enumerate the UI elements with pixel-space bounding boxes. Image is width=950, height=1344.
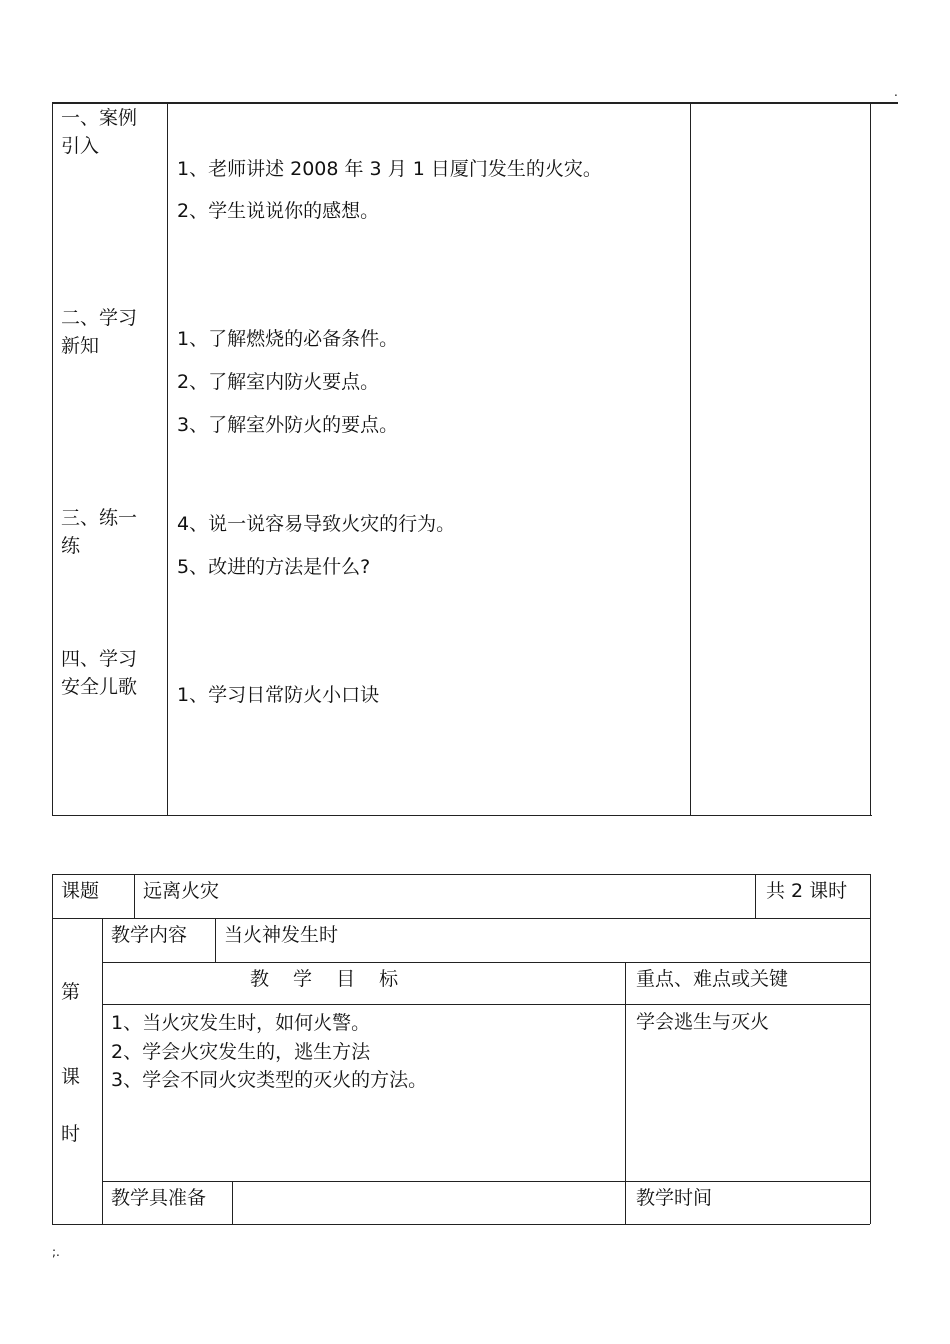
total-hours: 共 2 课时 xyxy=(766,880,848,902)
table1-left-border xyxy=(52,102,53,816)
table1-top-border xyxy=(52,102,898,104)
goal-item: 1、当火灾发生时，如何火警。 xyxy=(111,1012,371,1034)
footer-mark: ;. xyxy=(52,1245,60,1259)
table2-col-divider xyxy=(625,962,626,1224)
section-label-safety-song: 四、学习 安全儿歌 xyxy=(61,648,138,698)
section-label-case: 一、案例 引入 xyxy=(61,107,138,157)
content-label: 教学内容 xyxy=(111,924,188,946)
section-item: 2、了解室内防火要点。 xyxy=(177,371,380,393)
time-label: 教学时间 xyxy=(636,1187,713,1209)
topic-label: 课题 xyxy=(61,880,100,902)
goal-item: 3、学会不同火灾类型的灭火的方法。 xyxy=(111,1069,428,1091)
keypoints-value: 学会逃生与灭火 xyxy=(636,1011,770,1033)
section-item: 3、了解室外防火的要点。 xyxy=(177,414,399,436)
table2-col-divider xyxy=(134,874,135,918)
table2-col-divider xyxy=(102,918,103,1224)
section-item: 1、了解燃烧的必备条件。 xyxy=(177,328,399,350)
goal-item: 2、学会火灾发生的，逃生方法 xyxy=(111,1041,371,1063)
tools-label: 教学具准备 xyxy=(111,1187,207,1209)
section-item: 2、学生说说你的感想。 xyxy=(177,200,380,222)
content-value: 当火神发生时 xyxy=(224,924,339,946)
section-item: 5、改进的方法是什么? xyxy=(177,556,371,578)
section-label-practice: 三、练一 练 xyxy=(61,507,138,557)
table2-col-divider xyxy=(215,918,216,962)
table2-row-divider xyxy=(102,962,870,963)
topic-value: 远离火灾 xyxy=(143,880,220,902)
table2-row-divider xyxy=(52,918,870,919)
table2-top-border xyxy=(52,874,870,875)
table2-col-divider xyxy=(755,874,756,918)
section-item: 1、学习日常防火小口诀 xyxy=(177,684,380,706)
table2-left-border xyxy=(52,874,53,1224)
table2-bottom-border xyxy=(52,1224,870,1225)
table1-col-divider-2 xyxy=(690,102,691,816)
corner-mark: . xyxy=(894,85,898,99)
table2-row-divider xyxy=(102,1004,870,1005)
table1-bottom-border xyxy=(52,815,872,816)
table2-col-divider xyxy=(232,1181,233,1224)
table1-col-divider-1 xyxy=(167,102,168,816)
keypoints-header: 重点、难点或关键 xyxy=(636,968,789,990)
table1-right-border xyxy=(870,102,871,816)
goals-header: 教 学 目 标 xyxy=(250,968,399,990)
table2-row-divider xyxy=(102,1181,870,1182)
section-item: 1、老师讲述 2008 年 3 月 1 日厦门发生的火灾。 xyxy=(177,158,602,180)
side-label-char: 第 xyxy=(61,981,81,1003)
side-label-char: 时 xyxy=(61,1123,81,1145)
section-label-new-knowledge: 二、学习 新知 xyxy=(61,307,138,357)
side-label-char: 课 xyxy=(61,1066,81,1088)
section-item: 4、说一说容易导致火灾的行为。 xyxy=(177,513,456,535)
table2-right-border xyxy=(870,874,871,1224)
